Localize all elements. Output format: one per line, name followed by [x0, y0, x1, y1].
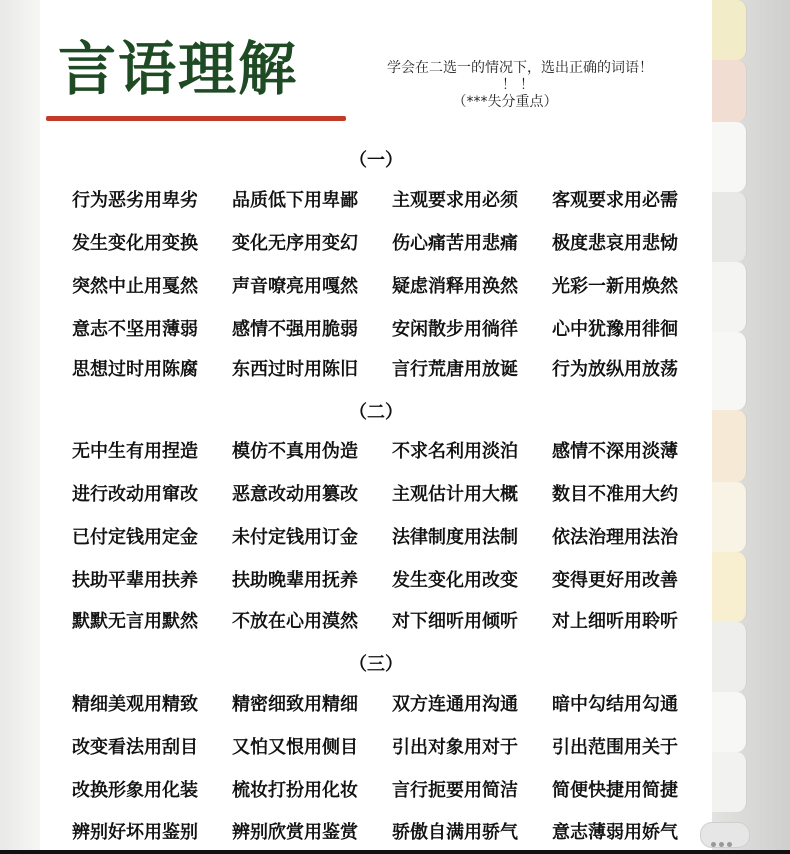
page-tab-strip — [712, 0, 790, 854]
section-tab[interactable] — [712, 332, 747, 410]
note-line-1: 学会在二选一的情况下，选出正确的词语！ — [387, 60, 653, 76]
word-row — [72, 186, 712, 212]
note-line-3: （***失分重点） — [452, 94, 558, 110]
word-entry: 双方连通用沟通 — [392, 694, 518, 715]
title-underline — [46, 116, 346, 121]
word-entry: 改变看法用刮目 — [72, 737, 198, 758]
section-tab[interactable] — [712, 60, 747, 122]
word-entry: 安闲散步用徜徉 — [392, 319, 518, 340]
left-margin — [0, 0, 40, 854]
section-tab[interactable] — [712, 552, 747, 622]
notebook-page — [40, 0, 712, 854]
word-entry: 东西过时用陈旧 — [232, 359, 358, 380]
word-entry: 未付定钱用订金 — [232, 527, 358, 548]
word-entry: 对下细听用倾听 — [392, 611, 518, 632]
word-entry: 不放在心用漠然 — [232, 611, 358, 632]
word-entry: 意志薄弱用娇气 — [552, 822, 678, 843]
word-entry: 行为放纵用放荡 — [552, 359, 678, 380]
word-entry: 依法治理用法治 — [552, 527, 678, 548]
word-entry: 变得更好用改善 — [552, 570, 678, 591]
word-entry: 扶助晚辈用抚养 — [232, 570, 358, 591]
section-tab[interactable] — [712, 192, 747, 262]
word-entry: 数目不准用大约 — [552, 484, 678, 505]
word-entry: 辨别欣赏用鉴赏 — [232, 822, 358, 843]
word-row — [72, 607, 712, 633]
section-tab[interactable] — [712, 692, 747, 752]
section-tab[interactable] — [712, 622, 747, 692]
word-row — [72, 355, 712, 381]
word-entry: 突然中止用戛然 — [72, 276, 198, 297]
word-entry: 恶意改动用篡改 — [232, 484, 358, 505]
word-row — [72, 523, 712, 549]
word-entry: 主观估计用大概 — [392, 484, 518, 505]
word-entry: 又怕又恨用侧目 — [232, 737, 358, 758]
page-title: 言语理解 — [58, 35, 299, 103]
section-tab[interactable] — [712, 410, 747, 482]
word-entry: 进行改动用窜改 — [72, 484, 198, 505]
section-tab[interactable] — [712, 752, 747, 812]
word-entry: 扶助平辈用扶养 — [72, 570, 198, 591]
word-entry: 梳妆打扮用化妆 — [232, 780, 358, 801]
word-entry: 光彩一新用焕然 — [552, 276, 678, 297]
section-heading-3: （三） — [349, 654, 403, 675]
section-heading-2: （二） — [349, 402, 403, 423]
word-entry: 言行扼要用简洁 — [392, 780, 518, 801]
word-entry: 感情不强用脆弱 — [232, 319, 358, 340]
word-row — [72, 690, 712, 716]
word-entry: 发生变化用改变 — [392, 570, 518, 591]
word-entry: 品质低下用卑鄙 — [232, 190, 358, 211]
word-entry: 改换形象用化装 — [72, 780, 198, 801]
word-entry: 变化无序用变幻 — [232, 233, 358, 254]
section-tab[interactable] — [712, 0, 747, 60]
word-entry: 客观要求用必需 — [552, 190, 678, 211]
word-row — [72, 272, 712, 298]
word-entry: 精密细致用精细 — [232, 694, 358, 715]
word-entry: 简便快捷用简捷 — [552, 780, 678, 801]
section-tab[interactable] — [712, 262, 747, 332]
word-entry: 心中犹豫用徘徊 — [552, 319, 678, 340]
word-entry: 言行荒唐用放诞 — [392, 359, 518, 380]
word-row — [72, 480, 712, 506]
more-options-button[interactable] — [700, 822, 750, 848]
word-row — [72, 733, 712, 759]
word-row — [72, 229, 712, 255]
more-dots-icon — [711, 832, 739, 838]
word-row — [72, 818, 712, 844]
bottom-edge — [0, 850, 790, 854]
word-entry: 对上细听用聆听 — [552, 611, 678, 632]
word-entry: 主观要求用必须 — [392, 190, 518, 211]
word-entry: 感情不深用淡薄 — [552, 441, 678, 462]
word-row — [72, 566, 712, 592]
word-entry: 辨别好坏用鉴别 — [72, 822, 198, 843]
word-entry: 极度悲哀用悲恸 — [552, 233, 678, 254]
word-entry: 引出对象用对于 — [392, 737, 518, 758]
word-entry: 骄傲自满用骄气 — [392, 822, 518, 843]
word-entry: 行为恶劣用卑劣 — [72, 190, 198, 211]
word-entry: 思想过时用陈腐 — [72, 359, 198, 380]
section-tab[interactable] — [712, 122, 747, 192]
word-entry: 法律制度用法制 — [392, 527, 518, 548]
word-entry: 伤心痛苦用悲痛 — [392, 233, 518, 254]
section-tab[interactable] — [712, 482, 747, 552]
word-entry: 已付定钱用定金 — [72, 527, 198, 548]
word-entry: 引出范围用关于 — [552, 737, 678, 758]
word-entry: 暗中勾结用勾通 — [552, 694, 678, 715]
word-row — [72, 776, 712, 802]
word-entry: 疑虑消释用涣然 — [392, 276, 518, 297]
word-row — [72, 437, 712, 463]
word-entry: 模仿不真用伪造 — [232, 441, 358, 462]
word-entry: 无中生有用捏造 — [72, 441, 198, 462]
section-heading-1: （一） — [349, 150, 403, 171]
study-note — [340, 60, 700, 111]
word-entry: 默默无言用默然 — [72, 611, 198, 632]
word-entry: 不求名利用淡泊 — [392, 441, 518, 462]
word-entry: 精细美观用精致 — [72, 694, 198, 715]
word-entry: 意志不坚用薄弱 — [72, 319, 198, 340]
word-entry: 发生变化用变换 — [72, 233, 198, 254]
word-row — [72, 315, 712, 341]
word-entry: 声音嘹亮用嘎然 — [232, 276, 358, 297]
note-line-2: ！！ — [502, 77, 538, 93]
